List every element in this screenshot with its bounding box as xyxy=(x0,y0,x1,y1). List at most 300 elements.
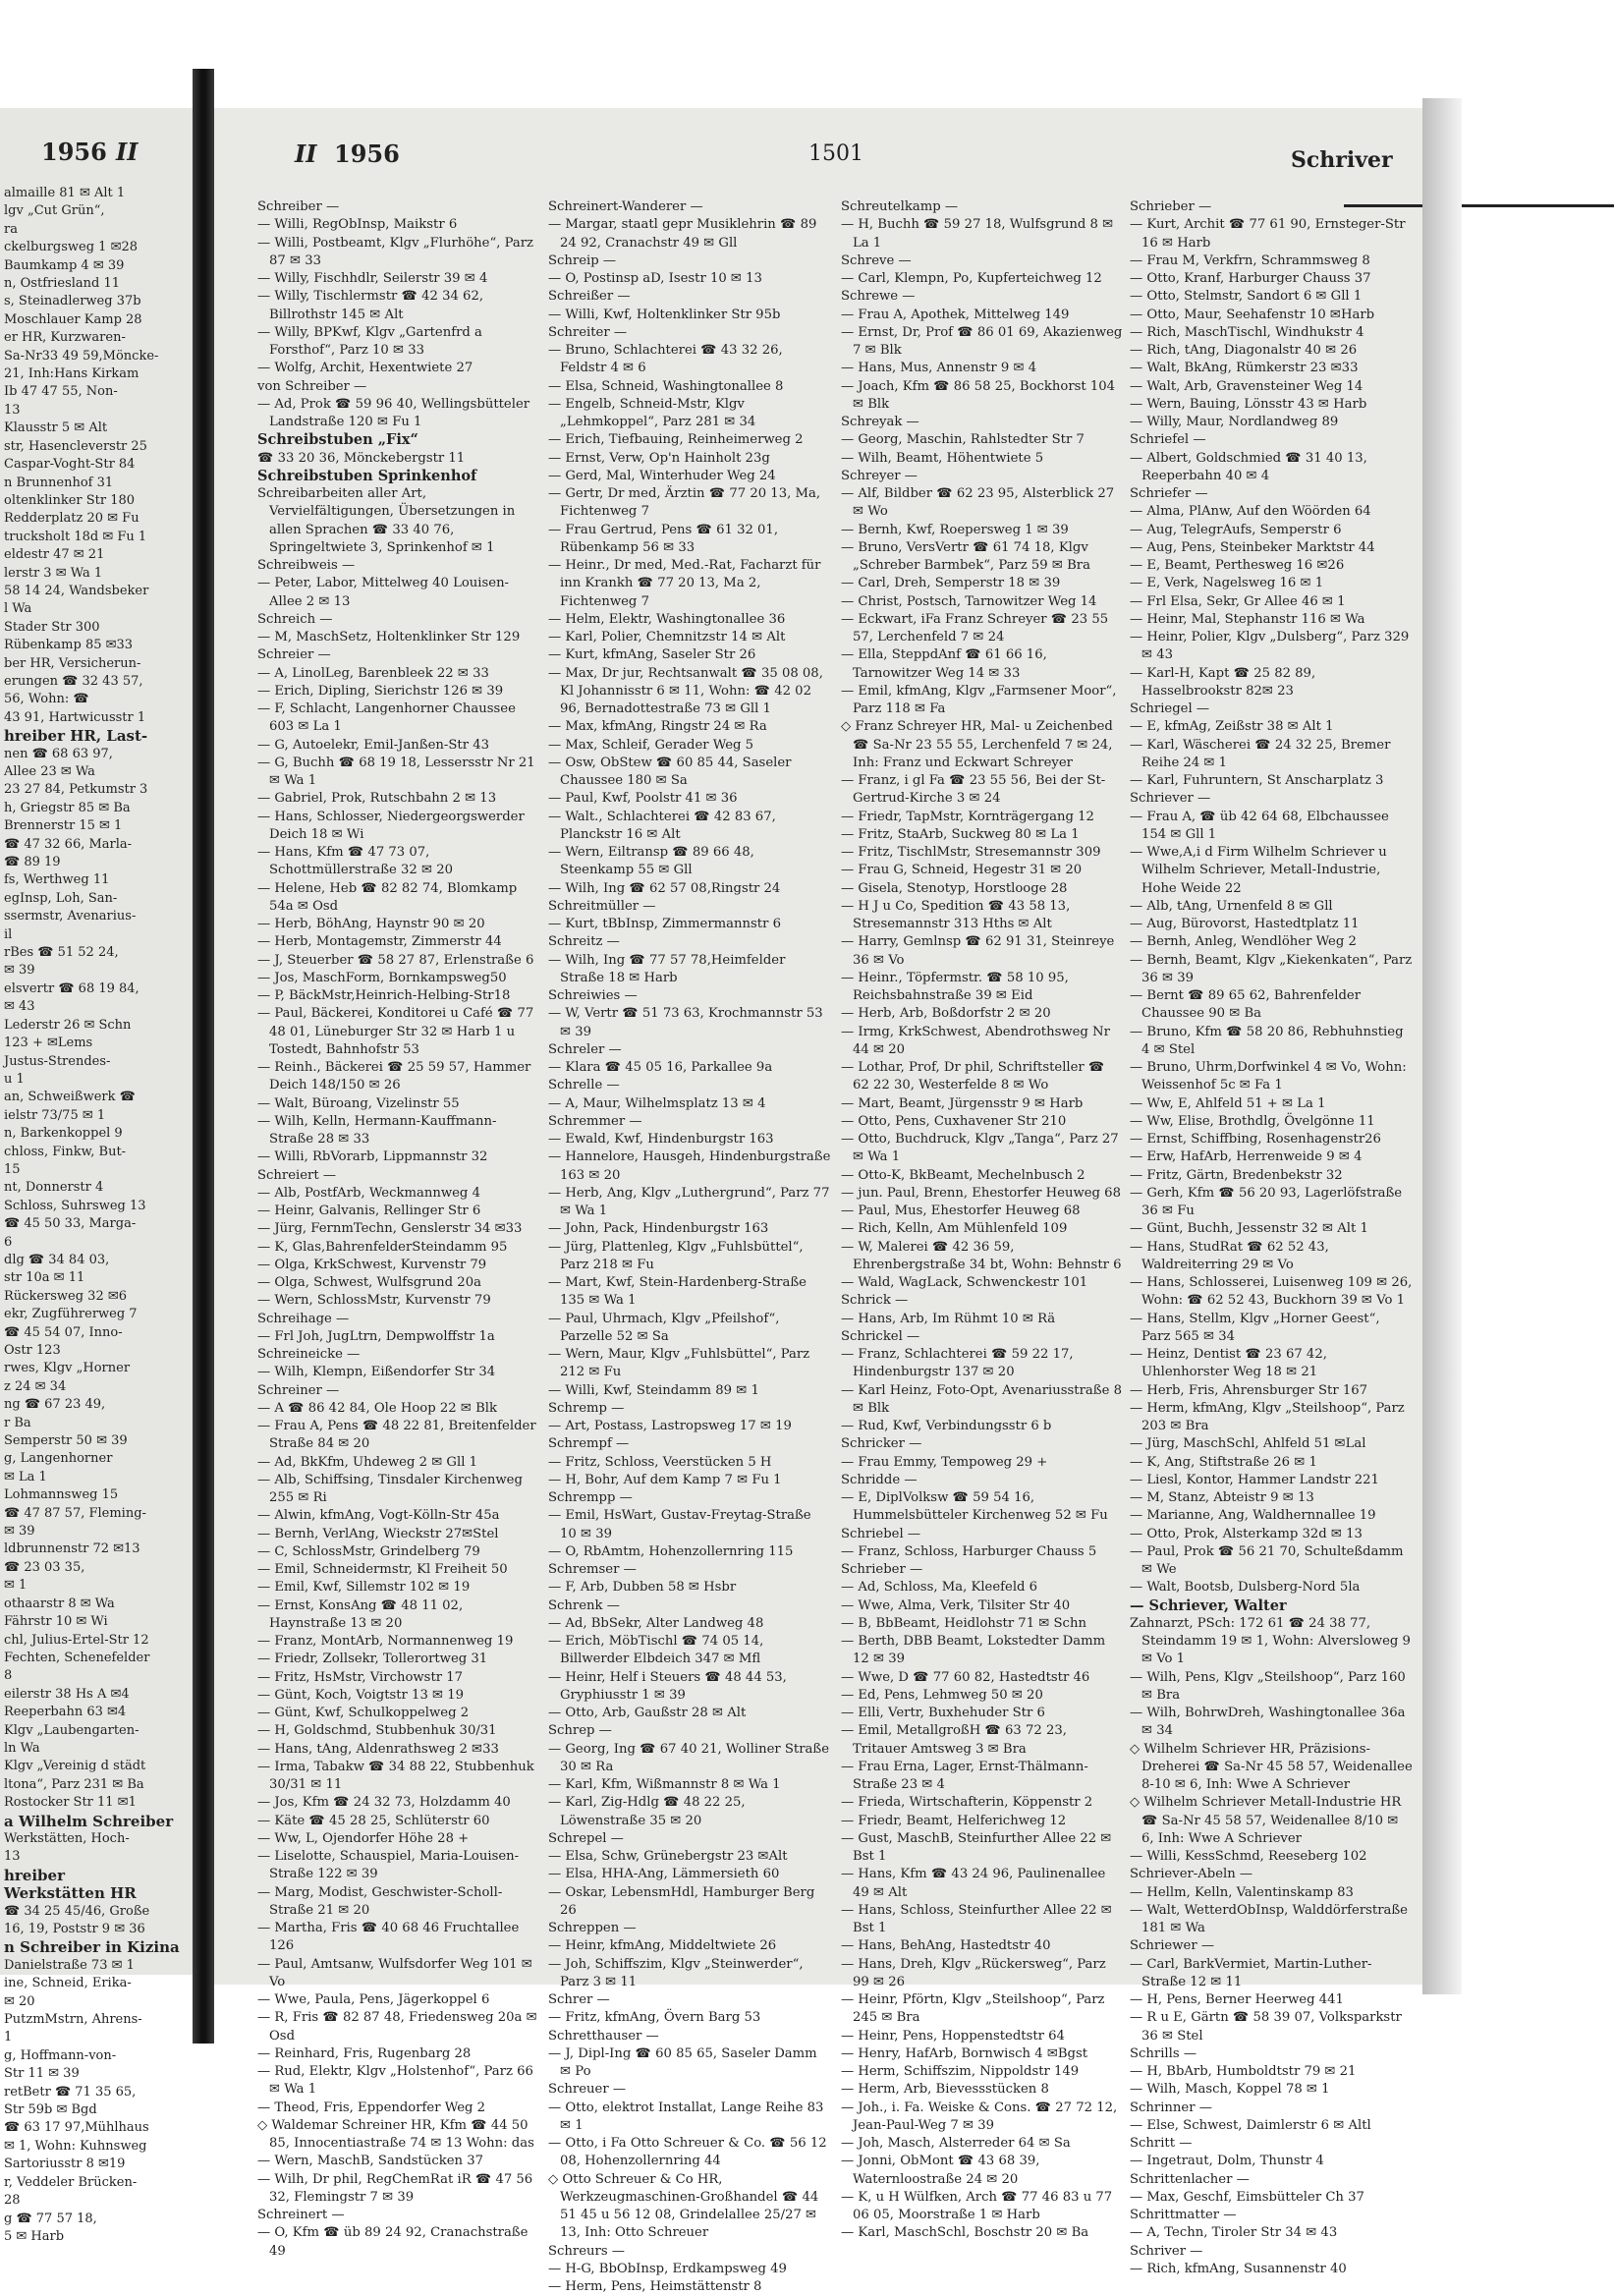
directory-entry: — Wern, SchlossMstr, Kurvenstr 79 xyxy=(257,1293,491,1309)
directory-entry: 8 xyxy=(4,1668,13,1684)
directory-entry: — Otto, elektrot Installat, Lange Reihe 83 ✉ 1 xyxy=(548,2100,824,2133)
directory-entry: str 10a ✉ 11 xyxy=(4,1270,85,1286)
directory-entry: nen ☎ 68 63 97, xyxy=(4,746,113,761)
directory-entry: — Paul, Kwf, Poolstr 41 ✉ 36 xyxy=(548,791,738,807)
directory-entry: n, Barkenkoppel 9 xyxy=(4,1126,123,1142)
directory-entry: Schrelle — xyxy=(548,1078,620,1093)
directory-entry: — Aug, TelegrAufs, Semperstr 6 xyxy=(1130,522,1342,537)
directory-entry: — O, Kfm ☎ üb 89 24 92, Cranachstraße 49 xyxy=(257,2225,529,2259)
directory-entry: ng ☎ 67 23 49, xyxy=(4,1397,106,1413)
directory-entry: — Günt, Koch, Voigtstr 13 ✉ 19 xyxy=(257,1687,465,1703)
directory-entry: ☎ 47 87 57, Fleming- xyxy=(4,1505,146,1521)
directory-entry: — Wwe, D ☎ 77 60 82, Hastedtstr 46 xyxy=(841,1669,1090,1685)
directory-entry: — Ella, SteppdAnf ☎ 61 66 16, Tarnowitzer Weg 14 ✉ 33 xyxy=(841,647,1047,681)
directory-entry: ✉ 39 xyxy=(4,963,35,979)
left-page xyxy=(0,108,193,2244)
directory-entry: — Rich, tAng, Diagonalstr 40 ✉ 26 xyxy=(1130,343,1358,358)
directory-entry: Schriegel — xyxy=(1130,701,1210,716)
directory-entry: — Karl, Zig-Hdlg ☎ 48 22 25, Löwenstraße 35 ✉ 20 xyxy=(548,1795,746,1828)
directory-entry: — Wilh, Masch, Koppel 78 ✉ 1 xyxy=(1130,2082,1330,2098)
directory-entry: dlg ☎ 34 84 03, xyxy=(4,1252,110,1267)
directory-entry: — Mart, Kwf, Stein-Hardenberg-Straße 135 ✉ Wa 1 xyxy=(548,1275,807,1309)
right-page-year: 1956 xyxy=(334,140,400,168)
directory-entry: — Bruno, Uhrm,Dorfwinkel 4 ✉ Vo, Wohn: Weissenhof 5c ✉ Fa 1 xyxy=(1130,1060,1407,1093)
directory-entry: Schrickel — xyxy=(841,1328,920,1344)
directory-entry: — Ww, L, Ojendorfer Höhe 28 + xyxy=(257,1830,470,1846)
directory-entry: von Schreiber — xyxy=(257,378,367,394)
directory-entry: Klausstr 5 ✉ Alt xyxy=(4,420,108,436)
directory-entry: — Frau A, Pens ☎ 48 22 81, Breitenfelder Straße 84 ✉ 20 xyxy=(257,1419,536,1452)
directory-entry: Ostr 123 xyxy=(4,1343,61,1358)
directory-entry: Schreinert — xyxy=(257,2208,345,2222)
directory-entry: — Rud, Kwf, Verbindungsstr 6 b xyxy=(841,1419,1052,1433)
directory-entry: ra xyxy=(4,221,18,237)
directory-entry: Schreihage — xyxy=(257,1311,350,1326)
directory-entry: Zahnarzt, PSch: 172 61 ☎ 24 38 77, Steindamm 19 ✉ 1, Wohn: Alversloweg 9 ✉ Vo 1 xyxy=(1130,1615,1411,1667)
directory-entry: Schreiter — xyxy=(548,324,628,340)
directory-entry: retBetr ☎ 71 35 65, xyxy=(4,2084,137,2100)
directory-entry: Schrinner — xyxy=(1130,2100,1212,2115)
directory-entry: — Lothar, Prof, Dr phil, Schriftsteller ☎ 62 22 30, Westerfelde 8 ✉ Wo xyxy=(841,1060,1105,1093)
directory-entry: — H-G, BbObInsp, Erdkampsweg 49 xyxy=(548,2261,787,2276)
directory-entry: — Bruno, Schlachterei ☎ 43 32 26, Feldstr 4 ✉ 6 xyxy=(548,343,783,376)
directory-entry: ◇ Franz Schreyer HR, Mal- u Zeichenbed ☎ Sa-Nr 23 55 55, Lerchenfeld 7 ✉ 24, Inh: Franz und Eckwart Schreyer xyxy=(841,719,1113,770)
directory-entry: — Carl, BarkVermiet, Martin-Luther-Straße 12 ✉ 11 xyxy=(1130,1956,1372,1989)
directory-entry: — Fritz, kfmAng, Övern Barg 53 xyxy=(548,2010,761,2026)
directory-entry: Werkstätten, Hoch- xyxy=(4,1830,130,1846)
directory-entry: — Hans, Schlosserei, Luisenweg 109 ✉ 26, Wohn: ☎ 62 52 43, Buckhorn 39 ✉ Vo 1 xyxy=(1130,1275,1413,1309)
directory-entry: r Ba xyxy=(4,1415,31,1430)
directory-entry: ◇ Wilhelm Schriever Metall-Industrie HR ☎ Sa-Nr 45 58 57, Weidenallee 8/10 ✉ 6, Inh: Wwe A Schriever xyxy=(1130,1795,1402,1846)
directory-entry: — Alf, Bildber ☎ 62 23 95, Alsterblick 27 ✉ Wo xyxy=(841,486,1115,520)
directory-entry: — Hans, Kfm ☎ 43 24 96, Paulinenallee 49 ✉ Alt xyxy=(841,1867,1106,1900)
directory-entry: Semperstr 50 ✉ 39 xyxy=(4,1433,128,1449)
directory-entry: — O, RbAmtm, Hohenzollernring 115 xyxy=(548,1543,794,1559)
directory-entry: — Wilh, BohrwDreh, Washingtonallee 36a ✉ 34 xyxy=(1130,1706,1406,1739)
directory-entry: — Hans, BehAng, Hastedtstr 40 xyxy=(841,1938,1051,1954)
directory-entry: — Karl, Wäscherei ☎ 24 32 25, Bremer Reihe 24 ✉ 1 xyxy=(1130,737,1391,770)
right-page-volume: II xyxy=(295,140,317,168)
directory-entry: — Ad, BkKfm, Uhdeweg 2 ✉ Gll 1 xyxy=(257,1454,477,1470)
directory-entry: Schrempp — xyxy=(548,1490,633,1505)
directory-entry: — Fritz, HsMstr, Virchowstr 17 xyxy=(257,1669,464,1685)
directory-entry: — E, Verk, Nagelsweg 16 ✉ 1 xyxy=(1130,576,1324,591)
directory-column-1 xyxy=(257,198,540,2261)
directory-entry: ielstr 73/75 ✉ 1 xyxy=(4,1107,106,1123)
directory-entry: rwes, Klgv „Horner xyxy=(4,1361,131,1376)
running-head-keyword: Schriver xyxy=(1291,147,1393,173)
directory-entry: — Erich, MöbTischl ☎ 74 05 14, Billwerder Elbdeich 347 ✉ Mfl xyxy=(548,1634,764,1667)
directory-entry: Schreitmüller — xyxy=(548,898,656,914)
directory-entry: — Franz, Schlachterei ☎ 59 22 17, Hindenburgstr 137 ✉ 20 xyxy=(841,1347,1074,1380)
directory-entry: g ☎ 77 57 18, xyxy=(4,2211,97,2226)
directory-entry: — G, Buchh ☎ 68 19 18, Lessersstr Nr 21 ✉ Wa 1 xyxy=(257,755,535,788)
directory-entry: — Georg, Ing ☎ 67 40 21, Wolliner Straße 30 ✉ Ra xyxy=(548,1741,830,1774)
directory-entry: Stader Str 300 xyxy=(4,619,100,635)
directory-entry: — Ad, BbSekr, Alter Landweg 48 xyxy=(548,1615,764,1631)
directory-entry: — Bruno, VersVertr ☎ 61 74 18, Klgv „Schreber Barmbek“, Parz 59 ✉ Bra xyxy=(841,539,1090,573)
directory-entry: z 24 ✉ 34 xyxy=(4,1378,67,1394)
directory-entry: trucksholt 18d ✉ Fu 1 xyxy=(4,529,147,544)
directory-entry: — Jos, Kfm ☎ 24 32 73, Holzdamm 40 xyxy=(257,1795,511,1811)
directory-entry: — Joh, Masch, Alsterreder 64 ✉ Sa xyxy=(841,2136,1071,2151)
directory-entry: Redderplatz 20 ✉ Fu xyxy=(4,511,139,527)
directory-entry: 16, 19, Poststr 9 ✉ 36 xyxy=(4,1922,145,1936)
directory-entry: Brennerstr 15 ✉ 1 xyxy=(4,818,123,834)
directory-entry: — Wald, WagLack, Schwenckestr 101 xyxy=(841,1275,1088,1290)
directory-entry: — Otto, Arb, Gaußstr 28 ✉ Alt xyxy=(548,1706,747,1720)
directory-entry: — Paul, Mus, Ehestorfer Heuweg 68 xyxy=(841,1204,1081,1218)
directory-entry: — Friedr, Zollsekr, Tollerortweg 31 xyxy=(257,1652,488,1667)
directory-entry: — Ad, Schloss, Ma, Kleefeld 6 xyxy=(841,1580,1038,1596)
directory-column-2 xyxy=(548,198,831,2296)
directory-entry: ✉ 20 xyxy=(4,1993,35,2009)
directory-entry: Werkstätten HR xyxy=(4,1884,137,1903)
directory-entry: Schretthauser — xyxy=(548,2028,659,2044)
directory-entry: Schreyer — xyxy=(841,468,918,483)
directory-entry: — Engelb, Schneid-Mstr, Klgv „Lehmkoppel“, Parz 281 ✉ 34 xyxy=(548,396,756,429)
directory-entry: — Max, Dr jur, Rechtsanwalt ☎ 35 08 08, Kl Johannisstr 6 ✉ 11, Wohn: ☎ 42 02 96, Bernadottestraße 73 ✉ Gll 1 xyxy=(548,665,823,716)
directory-entry: — J, Dipl-Ing ☎ 60 85 65, Saseler Damm ✉ Po xyxy=(548,2045,817,2079)
directory-entry: h, Griegstr 85 ✉ Ba xyxy=(4,800,131,815)
directory-entry: — Otto, Prok, Alsterkamp 32d ✉ 13 xyxy=(1130,1526,1363,1541)
directory-entry: Schrepel — xyxy=(548,1830,624,1846)
directory-entry: Schreineicke — xyxy=(257,1347,361,1362)
directory-entry: — Gerd, Mal, Winterhuder Weg 24 xyxy=(548,468,776,483)
directory-entry: Lederstr 26 ✉ Schn xyxy=(4,1017,132,1033)
directory-entry: — H, BbArb, Humboldtstr 79 ✉ 21 xyxy=(1130,2064,1357,2079)
directory-entry: — Berth, DBB Beamt, Lokstedter Damm 12 ✉ 39 xyxy=(841,1634,1106,1667)
directory-entry: il xyxy=(4,926,13,942)
directory-entry: — R, Fris ☎ 82 87 48, Friedensweg 20a ✉ Osd xyxy=(257,2010,537,2044)
directory-entry: — Karl, MaschSchl, Boschstr 20 ✉ Ba xyxy=(841,2225,1089,2241)
directory-entry: Schrills — xyxy=(1130,2045,1197,2061)
directory-entry: — Emil, Kwf, Sillemstr 102 ✉ 19 xyxy=(257,1580,471,1596)
directory-entry: — Georg, Maschin, Rahlstedter Str 7 xyxy=(841,432,1085,448)
directory-entry: Schreurs — xyxy=(548,2243,625,2259)
directory-entry: g, Langenhorner xyxy=(4,1451,113,1467)
directory-entry: — E, kfmAg, Zeißstr 38 ✉ Alt 1 xyxy=(1130,719,1334,735)
directory-entry: — Karl, Kfm, Wißmannstr 8 ✉ Wa 1 xyxy=(548,1777,781,1792)
directory-entry: Schreitz — xyxy=(548,934,620,950)
directory-entry: Schridde — xyxy=(841,1472,918,1487)
directory-entry: — Frau M, Verkfrn, Schrammsweg 8 xyxy=(1130,252,1370,268)
directory-entry: r, Veddeler Brücken- xyxy=(4,2174,138,2190)
directory-entry: — Ad, Prok ☎ 59 96 40, Wellingsbütteler Landstraße 120 ✉ Fu 1 xyxy=(257,396,530,429)
directory-entry: Str 11 ✉ 39 xyxy=(4,2066,80,2082)
directory-entry: — Carl, Klempn, Po, Kupferteichweg 12 xyxy=(841,271,1102,286)
directory-entry: ☎ 45 50 33, Marga- xyxy=(4,1216,137,1232)
directory-entry: — Joach, Kfm ☎ 86 58 25, Bockhorst 104 ✉ Blk xyxy=(841,378,1116,412)
directory-entry: — John, Pack, Hindenburgstr 163 xyxy=(548,1221,769,1237)
directory-entry: — Herb, BöhAng, Haynstr 90 ✉ 20 xyxy=(257,917,485,931)
directory-entry: — Ingetraut, Dolm, Thunstr 4 xyxy=(1130,2154,1324,2169)
directory-entry: — Hans, tAng, Aldenrathsweg 2 ✉33 xyxy=(257,1741,499,1757)
directory-entry: — E, Beamt, Perthesweg 16 ✉26 xyxy=(1130,558,1345,573)
directory-entry: — Bernh, VerlAng, Wieckstr 27✉Stel xyxy=(257,1526,499,1541)
page-number: 1501 xyxy=(808,141,863,166)
directory-entry: — Peter, Labor, Mittelweg 40 Louisen-Allee 2 ✉ 13 xyxy=(257,576,510,609)
directory-entry: — Günt, Buchh, Jessenstr 32 ✉ Alt 1 xyxy=(1130,1221,1368,1237)
directory-entry: — Liesl, Kontor, Hammer Landstr 221 xyxy=(1130,1472,1379,1487)
directory-entry: — Wwe, Paula, Pens, Jägerkoppel 6 xyxy=(257,1992,490,2007)
directory-entry: — Else, Schwest, Daimlerstr 6 ✉ Altl xyxy=(1130,2117,1371,2133)
directory-entry: Str 59b ✉ Bgd xyxy=(4,2102,97,2118)
directory-entry: — Olga, Schwest, Wulfsgrund 20a xyxy=(257,1275,481,1290)
directory-entry: — G, Autoelekr, Emil-Janßen-Str 43 xyxy=(257,737,489,753)
directory-entry: — Ww, E, Ahlfeld 51 + ✉ La 1 xyxy=(1130,1095,1326,1111)
directory-entry: u 1 xyxy=(4,1071,25,1087)
directory-entry: Schreler — xyxy=(548,1041,622,1057)
directory-entry: — Elsa, HHA-Ang, Lämmersieth 60 xyxy=(548,1867,780,1882)
directory-entry: — Willy, BPKwf, Klgv „Gartenfrd a Forsthof“, Parz 10 ✉ 33 xyxy=(257,324,482,358)
directory-entry: — Herb, Montagemstr, Zimmerstr 44 xyxy=(257,934,502,950)
directory-entry: Rübenkamp 85 ✉33 xyxy=(4,638,134,653)
directory-entry: — Heinr, Pförtn, Klgv „Steilshoop“, Parz 245 ✉ Bra xyxy=(841,1992,1105,2026)
directory-entry: — Paul, Bäckerei, Konditorei u Café ☎ 77 48 01, Lüneburger Str 32 ✉ Harb 1 u Tostedt, Bahnhofstr 53 xyxy=(257,1006,534,1057)
directory-entry: — Heinr., Töpfermstr. ☎ 58 10 95, Reichsbahnstraße 39 ✉ Eid xyxy=(841,970,1069,1003)
directory-entry: er HR, Kurzwaren- xyxy=(4,330,126,346)
directory-entry: — Frau A, Apothek, Mittelweg 149 xyxy=(841,307,1070,322)
directory-entry: — Theod, Fris, Eppendorfer Weg 2 xyxy=(257,2100,486,2115)
directory-entry: — Otto, Kranf, Harburger Chauss 37 xyxy=(1130,271,1371,286)
directory-entry: Klgv „Laubengarten- xyxy=(4,1722,139,1738)
directory-entry: — Fritz, Schloss, Veerstücken 5 H xyxy=(548,1454,772,1470)
directory-entry: — Herb, Fris, Ahrensburger Str 167 xyxy=(1130,1382,1368,1398)
directory-entry: Baumkamp 4 ✉ 39 xyxy=(4,257,125,273)
directory-entry: — Wilh, Kelln, Hermann-Kauffmann-Straße 28 ✉ 33 xyxy=(257,1113,497,1147)
directory-entry: almaille 81 ✉ Alt 1 xyxy=(4,186,126,200)
directory-entry: n, Ostfriesland 11 xyxy=(4,276,121,292)
directory-entry: — Rich, kfmAng, Susannenstr 40 xyxy=(1130,2261,1347,2276)
directory-entry: Schreiber — xyxy=(257,199,340,214)
directory-entry: — Frieda, Wirtschafterin, Köppenstr 2 xyxy=(841,1795,1093,1811)
directory-entry: — Kurt, kfmAng, Saseler Str 26 xyxy=(548,647,756,663)
directory-entry: 28 xyxy=(4,2193,21,2209)
directory-entry: ln Wa xyxy=(4,1740,40,1756)
directory-entry: Schreibstuben „Fix“ xyxy=(257,431,418,449)
directory-entry: ◇ Otto Schreuer & Co HR, Werkzeugmaschinen-Großhandel ☎ 44 51 45 u 56 12 08, Grindelallee 25/27 ✉ 13, Inh: Otto Schreuer xyxy=(548,2171,819,2241)
directory-entry: ekr, Zugführerweg 7 xyxy=(4,1307,138,1322)
directory-entry: — K, Glas,BahrenfelderSteindamm 95 xyxy=(257,1239,508,1255)
directory-entry: — Irmg, KrkSchwest, Abendrothsweg Nr 44 ✉ 20 xyxy=(841,1024,1110,1057)
directory-entry: — Herb, Ang, Klgv „Luthergrund“, Parz 77 ✉ Wa 1 xyxy=(548,1185,830,1218)
directory-entry: ssermstr, Avenarius- xyxy=(4,909,137,924)
directory-entry: — Kurt, Archit ☎ 77 61 90, Ernsteger-Str 16 ✉ Harb xyxy=(1130,217,1406,251)
directory-entry: — Bernh, Beamt, Klgv „Kiekenkaten“, Parz 36 ✉ 39 xyxy=(1130,952,1413,985)
directory-entry: Schriefer — xyxy=(1130,486,1208,501)
directory-entry: — Herm, kfmAng, Klgv „Steilshoop“, Parz 203 ✉ Bra xyxy=(1130,1400,1405,1433)
directory-entry: Schreibstuben Sprinkenhof xyxy=(257,467,477,484)
directory-entry: — Karl, Fuhruntern, St Anscharplatz 3 xyxy=(1130,773,1384,788)
directory-entry: — Willy, Maur, Nordlandweg 89 xyxy=(1130,415,1339,429)
directory-entry: — Frl Elsa, Sekr, Gr Allee 46 ✉ 1 xyxy=(1130,593,1346,609)
directory-entry: — Otto, Stelmstr, Sandort 6 ✉ Gll 1 xyxy=(1130,289,1363,305)
directory-entry: — H, Pens, Berner Heerweg 441 xyxy=(1130,1992,1344,2007)
directory-entry: — K, Ang, Stiftstraße 26 ✉ 1 xyxy=(1130,1454,1317,1470)
directory-entry: — Heinr, Galvanis, Rellinger Str 6 xyxy=(257,1204,481,1218)
directory-entry: Schreppen — xyxy=(548,1921,637,1935)
directory-entry: l Wa xyxy=(4,601,32,617)
directory-entry: — Gabriel, Prok, Rutschbahn 2 ✉ 13 xyxy=(257,791,497,807)
directory-entry: — Hans, Arb, Im Rühmt 10 ✉ Rä xyxy=(841,1311,1056,1326)
directory-entry: — H J u Co, Spedition ☎ 43 58 13, Stresemannstr 313 Hths ✉ Alt xyxy=(841,898,1071,931)
directory-entry: — Olga, KrkSchwest, Kurvenstr 79 xyxy=(257,1257,487,1272)
directory-entry: — Carl, Dreh, Semperstr 18 ✉ 39 xyxy=(841,576,1061,591)
directory-entry: — Willi, KessSchmd, Reeseberg 102 xyxy=(1130,1849,1367,1864)
left-page-column xyxy=(4,185,187,2246)
directory-entry: — E, DiplVolksw ☎ 59 54 16, Hummelsbütteler Kirchenweg 52 ✉ Fu xyxy=(841,1490,1108,1524)
directory-entry: Schreuer — xyxy=(548,2082,627,2098)
directory-entry: Schriever — xyxy=(1130,791,1211,807)
directory-entry: Rostocker Str 11 ✉1 xyxy=(4,1795,137,1811)
directory-entry: — Emil, HsWart, Gustav-Freytag-Straße 10 ✉ 39 xyxy=(548,1508,811,1541)
directory-entry: ☎ 45 54 07, Inno- xyxy=(4,1324,123,1340)
directory-entry: ✉ La 1 xyxy=(4,1469,47,1484)
directory-entry: Schreiwies — xyxy=(548,988,638,1003)
directory-entry: — B, BbBeamt, Heidlohstr 71 ✉ Schn xyxy=(841,1615,1086,1631)
directory-entry: — Emil, Schneidermstr, Kl Freiheit 50 xyxy=(257,1562,508,1577)
directory-entry: — Frau G, Schneid, Hegestr 31 ✉ 20 xyxy=(841,863,1083,878)
directory-entry: — Heinr., Dr med, Med.-Rat, Facharzt für inn Krankh ☎ 77 20 13, Ma 2, Fichtenweg 7 xyxy=(548,558,821,609)
directory-entry: — Harry, Gemlnsp ☎ 62 91 31, Steinreye 36 ✉ Vo xyxy=(841,934,1115,968)
directory-entry: elsvertr ☎ 68 19 84, xyxy=(4,980,139,996)
directory-entry: Schreibweis — xyxy=(257,558,356,573)
directory-entry: str, Hasencleverstr 25 xyxy=(4,438,147,454)
directory-entry: rBes ☎ 51 52 24, xyxy=(4,945,119,961)
directory-entry: 56, Wohn: ☎ xyxy=(4,692,89,707)
directory-entry: s, Steinadlerweg 37b xyxy=(4,294,141,309)
directory-entry: — Ed, Pens, Lehmweg 50 ✉ 20 xyxy=(841,1687,1043,1703)
directory-entry: — Willy, Fischhdlr, Seilerstr 39 ✉ 4 xyxy=(257,271,488,286)
directory-entry: — H, Buchh ☎ 59 27 18, Wulfsgrund 8 ✉ La 1 xyxy=(841,217,1114,251)
directory-entry: 15 xyxy=(4,1161,21,1177)
directory-entry: — Jürg, Plattenleg, Klgv „Fuhlsbüttel“, Parz 218 ✉ Fu xyxy=(548,1239,804,1272)
directory-entry: Schrieber — xyxy=(1130,199,1212,214)
directory-entry: fs, Werthweg 11 xyxy=(4,872,110,888)
directory-entry: — A, Maur, Wilhelmsplatz 13 ✉ 4 xyxy=(548,1095,766,1111)
directory-entry: — Hans, Mus, Annenstr 9 ✉ 4 xyxy=(841,361,1037,376)
directory-entry: — M, MaschSetz, Holtenklinker Str 129 xyxy=(257,630,521,644)
directory-entry: — Hans, Kfm ☎ 47 73 07, Schottmüllerstraße 32 ✉ 20 xyxy=(257,845,454,878)
directory-entry: — Alb, PostfArb, Weckmannweg 4 xyxy=(257,1185,480,1201)
directory-entry: — Gertr, Dr med, Ärztin ☎ 77 20 13, Ma, Fichtenweg 7 xyxy=(548,486,821,520)
directory-entry: ✉ 39 xyxy=(4,1524,35,1540)
directory-entry: hreiber HR, Last- xyxy=(4,727,148,746)
directory-entry: — Wilh, Ing ☎ 62 57 08,Ringstr 24 xyxy=(548,880,781,896)
directory-entry: — Helm, Elektr, Washingtonallee 36 xyxy=(548,611,786,627)
directory-entry: — Hans, StudRat ☎ 62 52 43, Waldreiterring 29 ✉ Vo xyxy=(1130,1239,1329,1272)
directory-entry: Schreier — xyxy=(257,647,331,663)
directory-entry: Schreyak — xyxy=(841,415,919,429)
directory-entry: — W, Malerei ☎ 42 36 59, Ehrenbergstraße 34 bt, Wohn: Behnstr 6 xyxy=(841,1239,1122,1272)
directory-entry: — Paul, Uhrmach, Klgv „Pfeilshof“, Parzelle 52 ✉ Sa xyxy=(548,1311,780,1344)
directory-entry: — Wwe, Alma, Verk, Tilsiter Str 40 xyxy=(841,1597,1071,1613)
directory-entry: — Max, kfmAng, Ringstr 24 ✉ Ra xyxy=(548,719,767,735)
directory-entry: — Willi, RegObInsp, Maikstr 6 xyxy=(257,217,458,233)
directory-entry: — Jos, MaschForm, Bornkampsweg50 xyxy=(257,970,507,985)
directory-entry: 13 xyxy=(4,402,21,418)
directory-entry: — Fritz, StaArb, Suckweg 80 ✉ La 1 xyxy=(841,826,1080,842)
directory-entry: Schrempf — xyxy=(548,1436,630,1452)
directory-entry: — F, Schlacht, Langenhorner Chaussee 603 ✉ La 1 xyxy=(257,701,516,735)
directory-entry: ckelburgsweg 1 ✉28 xyxy=(4,240,139,255)
directory-entry: — Wern, Eiltransp ☎ 89 66 48, Steenkamp 55 ✉ Gll xyxy=(548,845,754,878)
directory-entry: — Max, Schleif, Gerader Weg 5 xyxy=(548,737,754,753)
directory-entry: — Walt, Arb, Gravensteiner Weg 14 xyxy=(1130,378,1364,394)
directory-entry: — Herm, Arb, Bievessstücken 8 xyxy=(841,2082,1049,2098)
directory-entry: — Otto, Buchdruck, Klgv „Tanga“, Parz 27 ✉ Wa 1 xyxy=(841,1132,1119,1165)
directory-entry: — Wolfg, Archit, Hexentwiete 27 xyxy=(257,361,473,376)
directory-entry: ldbrunnenstr 72 ✉13 xyxy=(4,1541,140,1557)
directory-entry: — Jürg, FernmTechn, Genslerstr 34 ✉33 xyxy=(257,1221,523,1237)
directory-entry: — Jürg, MaschSchl, Ahlfeld 51 ✉Lal xyxy=(1130,1436,1366,1452)
directory-entry: Schriever-Abeln — xyxy=(1130,1867,1253,1882)
directory-entry: — Schriever, Walter xyxy=(1130,1596,1287,1614)
directory-entry: — Gust, MaschB, Steinfurther Allee 22 ✉ Bst 1 xyxy=(841,1830,1112,1864)
directory-entry: — Hans, Schlosser, Niedergeorgswerder Deich 18 ✉ Wi xyxy=(257,809,525,842)
directory-entry: ber HR, Versicherun- xyxy=(4,655,141,671)
directory-entry: — O, Postinsp aD, Isestr 10 ✉ 13 xyxy=(548,271,762,286)
directory-entry: ✉ 1 xyxy=(4,1578,28,1594)
directory-entry: 23 27 84, Petkumstr 3 xyxy=(4,782,148,798)
directory-entry: — Heinr, Helf i Steuers ☎ 48 44 53, Gryphiusstr 1 ✉ 39 xyxy=(548,1669,787,1703)
directory-entry: ☎ 34 25 45/46, Große xyxy=(4,1903,150,1919)
directory-entry: — C, SchlossMstr, Grindelberg 79 xyxy=(257,1543,480,1559)
directory-entry: — Otto-K, BkBeamt, Mechelnbusch 2 xyxy=(841,1167,1085,1183)
directory-entry: — Friedr, TapMstr, Kornträgergang 12 xyxy=(841,809,1094,824)
directory-entry: — Herm, Pens, Heimstättenstr 8 xyxy=(548,2279,762,2294)
directory-entry: — Liselotte, Schauspiel, Maria-Louisen-Straße 122 ✉ 39 xyxy=(257,1849,520,1882)
directory-entry: — Karl Heinz, Foto-Opt, Avenariusstraße 8 ✉ Blk xyxy=(841,1382,1122,1416)
directory-entry: — Klara ☎ 45 05 16, Parkallee 9a xyxy=(548,1060,773,1075)
directory-entry: lerstr 3 ✉ Wa 1 xyxy=(4,565,103,581)
directory-entry: — Paul, Prok ☎ 56 21 70, Schulteßdamm ✉ We xyxy=(1130,1543,1404,1577)
directory-entry: — Hans, Schloss, Steinfurther Allee 22 ✉ Bst 1 xyxy=(841,1902,1112,1935)
directory-entry: — Aug, Pens, Steinbeker Marktstr 44 xyxy=(1130,539,1375,555)
directory-entry: — Gerh, Kfm ☎ 56 20 93, Lagerlöfstraße 36 ✉ Fu xyxy=(1130,1185,1403,1218)
directory-entry: — Franz, i gl Fa ☎ 23 55 56, Bei der St-Gertrud-Kirche 3 ✉ 24 xyxy=(841,773,1106,807)
directory-entry: — Emil, kfmAng, Klgv „Farmsener Moor“, Parz 118 ✉ Fa xyxy=(841,683,1117,716)
directory-entry: — Alb, Schiffsing, Tinsdaler Kirchenweg 255 ✉ Ri xyxy=(257,1472,523,1505)
left-page-volume: II xyxy=(116,138,139,166)
directory-entry: Schloss, Suhrsweg 13 xyxy=(4,1198,146,1213)
directory-entry: a Wilhelm Schreiber xyxy=(4,1812,174,1830)
directory-entry: Rückersweg 32 ✉6 xyxy=(4,1288,128,1304)
directory-entry: — Hans, Stellm, Klgv „Horner Geest“, Parz 565 ✉ 34 xyxy=(1130,1311,1380,1344)
directory-entry: — Rud, Elektr, Klgv „Holstenhof“, Parz 66 ✉ Wa 1 xyxy=(257,2064,533,2098)
directory-entry: 5 ✉ Harb xyxy=(4,2228,65,2244)
directory-entry: — Marg, Modist, Geschwister-Scholl-Straße 21 ✉ 20 xyxy=(257,1884,503,1918)
directory-entry: — Martha, Fris ☎ 40 68 46 Fruchtallee 126 xyxy=(257,1921,520,1954)
directory-entry: — Wilh, Beamt, Höhentwiete 5 xyxy=(841,450,1044,466)
directory-entry: — Karl, Polier, Chemnitzstr 14 ✉ Alt xyxy=(548,630,786,644)
directory-entry: — Wilh, Klempn, Eißendorfer Str 34 xyxy=(257,1365,496,1380)
directory-entry: ✉ 43 xyxy=(4,999,35,1015)
directory-entry: — Aug, Bürovorst, Hastedtplatz 11 xyxy=(1130,917,1360,931)
directory-entry: — A ☎ 86 42 84, Ole Hoop 22 ✉ Blk xyxy=(257,1400,497,1416)
directory-entry: ltona“, Parz 231 ✉ Ba xyxy=(4,1776,144,1792)
directory-entry: — Elli, Vertr, Buxhehuder Str 6 xyxy=(841,1706,1045,1720)
directory-entry: Schreiert — xyxy=(257,1167,337,1183)
directory-entry: — Erich, Dipling, Sierichstr 126 ✉ 39 xyxy=(257,683,504,699)
directory-entry: — Günt, Kwf, Schulkoppelweg 2 xyxy=(257,1706,470,1720)
directory-entry: Schrick — xyxy=(841,1293,909,1309)
directory-entry: — Bernh, Anleg, Wendlöher Weg 2 xyxy=(1130,934,1357,950)
directory-entry: Schreibarbeiten aller Art, Vervielfältigungen, Übersetzungen in allen Sprachen ☎ 33 40 76, Springeltwiete 3, Sprinkenhof ✉ 1 xyxy=(257,486,516,555)
directory-entry: — Erw, HafArb, Herrenweide 9 ✉ 4 xyxy=(1130,1149,1363,1165)
directory-entry: Schreve — xyxy=(841,252,912,268)
